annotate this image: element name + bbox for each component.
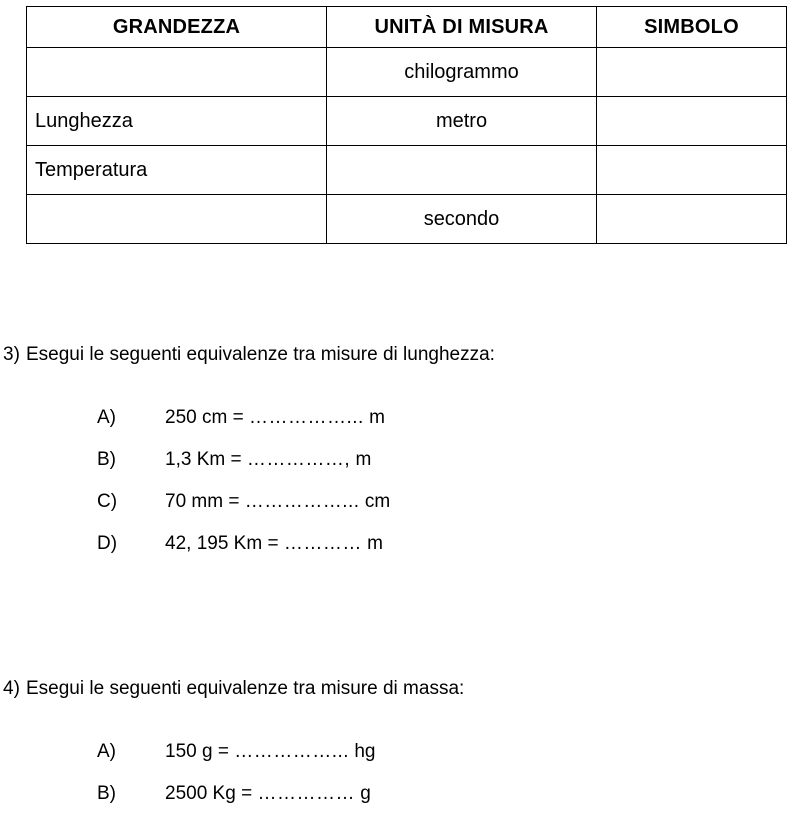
- item-unit: m: [369, 407, 385, 428]
- item-unit: m: [355, 449, 372, 470]
- cell-unita: metro: [327, 97, 597, 146]
- item-answer-blank[interactable]: ……………: [257, 783, 355, 804]
- item-unit: m: [367, 533, 383, 554]
- item-body: [165, 449, 371, 471]
- item-equals-sign: =: [217, 741, 229, 762]
- table-row: [27, 195, 787, 244]
- item-value: 250 cm: [165, 407, 228, 428]
- exercise-3-items: [0, 407, 806, 575]
- item-equals-sign: =: [267, 533, 279, 554]
- exercise-3-number: 3): [3, 344, 20, 365]
- item-letter: B): [97, 449, 116, 470]
- item-answer-blank[interactable]: …………: [283, 533, 362, 554]
- item-letter: B): [97, 783, 116, 804]
- cell-grandezza[interactable]: [27, 48, 327, 97]
- units-table-container: [26, 6, 786, 244]
- cell-simbolo[interactable]: [597, 97, 787, 146]
- item-value: 150 g: [165, 741, 213, 762]
- cell-simbolo[interactable]: [597, 48, 787, 97]
- item-value: 42, 195 Km: [165, 533, 263, 554]
- exercise-3-item-b: [0, 449, 806, 491]
- item-answer-blank[interactable]: ……………...: [248, 407, 364, 428]
- cell-simbolo[interactable]: [597, 146, 787, 195]
- column-header-unita-di-misura: UNITÀ DI MISURA: [327, 7, 597, 48]
- column-header-grandezza: GRANDEZZA: [27, 7, 327, 48]
- table-row: [27, 146, 787, 195]
- exercise-4-item-b: [0, 783, 806, 825]
- table-row: [27, 97, 787, 146]
- item-letter: C): [97, 491, 118, 512]
- table-row: [27, 48, 787, 97]
- item-value: 70 mm: [165, 491, 224, 512]
- exercise-4: [0, 678, 806, 825]
- item-unit: g: [360, 783, 371, 804]
- item-unit: cm: [364, 491, 391, 512]
- item-equals-sign: =: [232, 407, 244, 428]
- exercise-4-heading: [0, 678, 806, 700]
- exercise-4-item-a: [0, 741, 806, 783]
- exercise-3-item-c: [0, 491, 806, 533]
- exercise-3: [0, 344, 806, 575]
- cell-simbolo[interactable]: [597, 195, 787, 244]
- item-value: 2500 Kg: [165, 783, 236, 804]
- exercise-4-items: [0, 741, 806, 825]
- item-answer-blank[interactable]: ……………,: [246, 449, 351, 470]
- item-body: [165, 783, 371, 805]
- table-header-row: [27, 7, 787, 48]
- item-equals-sign: =: [241, 783, 253, 804]
- item-answer-blank[interactable]: ……………...: [234, 741, 350, 762]
- exercise-3-item-d: [0, 533, 806, 575]
- exercise-3-item-a: [0, 407, 806, 449]
- cell-unita: secondo: [327, 195, 597, 244]
- cell-grandezza: Temperatura: [27, 146, 327, 195]
- item-body: [165, 741, 375, 763]
- item-unit: hg: [354, 741, 376, 762]
- column-header-simbolo: SIMBOLO: [597, 7, 787, 48]
- item-letter: A): [97, 741, 116, 762]
- item-equals-sign: =: [228, 491, 240, 512]
- exercise-3-heading: [0, 344, 806, 366]
- units-table: [26, 6, 787, 244]
- item-letter: D): [97, 533, 118, 554]
- item-answer-blank[interactable]: ……………...: [244, 491, 360, 512]
- cell-grandezza: Lunghezza: [27, 97, 327, 146]
- table-header: [27, 7, 787, 48]
- exercise-4-title: Esegui le seguenti equivalenze tra misure di massa:: [26, 678, 465, 699]
- item-body: [165, 407, 385, 429]
- table-body: [27, 48, 787, 244]
- cell-grandezza[interactable]: [27, 195, 327, 244]
- cell-unita: chilogrammo: [327, 48, 597, 97]
- exercise-4-number: 4): [3, 678, 20, 699]
- item-letter: A): [97, 407, 116, 428]
- item-body: [165, 491, 390, 513]
- item-body: [165, 533, 383, 555]
- item-value: 1,3 Km: [165, 449, 226, 470]
- cell-unita[interactable]: [327, 146, 597, 195]
- item-equals-sign: =: [230, 449, 242, 470]
- exercise-3-title: Esegui le seguenti equivalenze tra misure di lunghezza:: [26, 344, 495, 365]
